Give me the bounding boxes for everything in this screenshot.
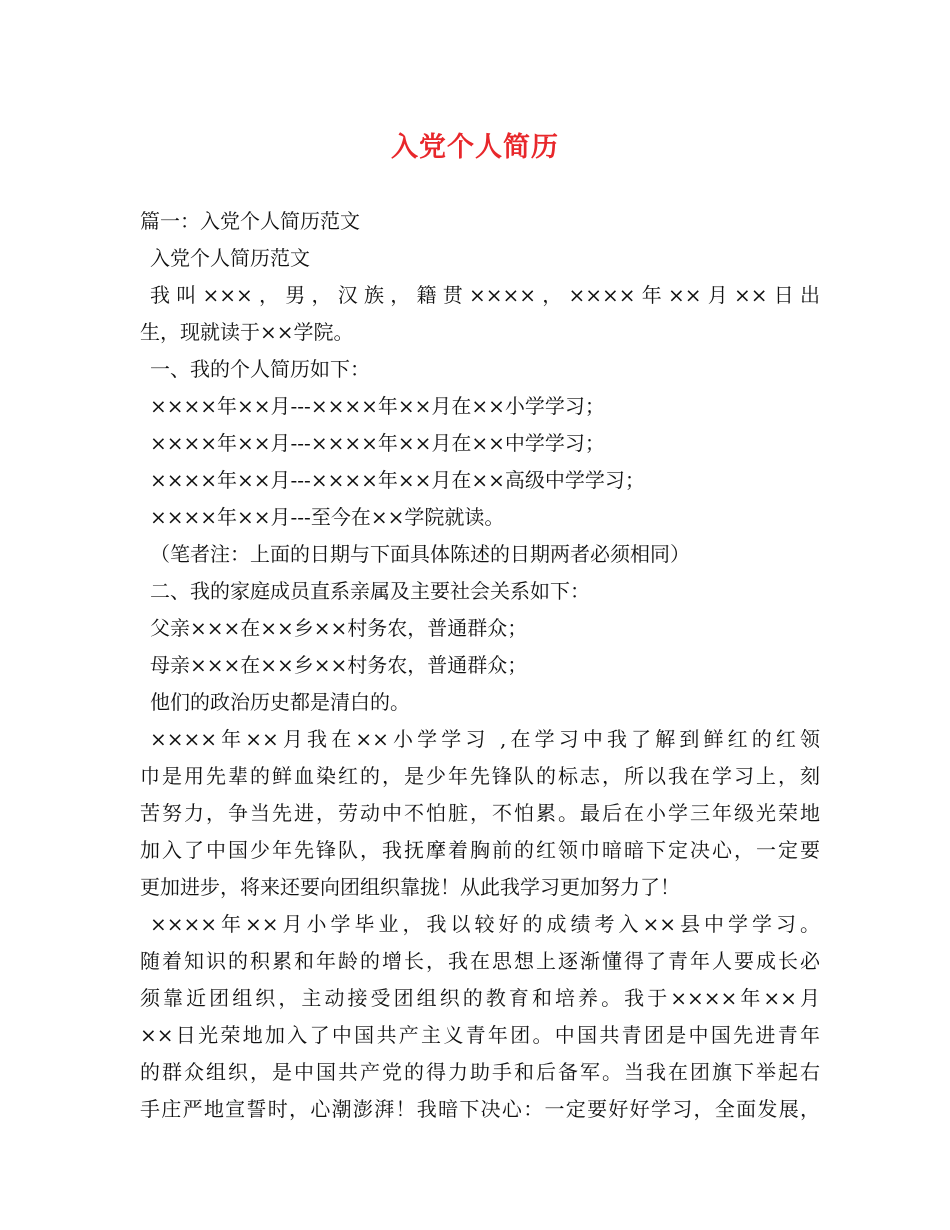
text-line: 的群众组织，是中国共产党的得力助手和后备军。当我在团旗下举起右 xyxy=(140,1060,820,1084)
subheading: 入党个人简历范文 xyxy=(150,246,310,270)
text-line: 二、我的家庭成员直系亲属及主要社会关系如下： xyxy=(150,579,590,603)
text-line: ××××年××月我在××小学学习 ,在学习中我了解到鲜红的红领 xyxy=(150,727,820,751)
text-line: 手庄严地宣誓时，心潮澎湃！我暗下决心：一定要好好学习，全面发展， xyxy=(140,1097,820,1121)
text-line: 生，现就读于××学院。 xyxy=(140,320,354,344)
text-line: 我叫×××，男，汉族，籍贯××××，××××年××月××日出 xyxy=(150,283,820,307)
text-line: ××××年××月---××××年××月在××小学学习； xyxy=(150,394,605,418)
text-line: 他们的政治历史都是清白的。 xyxy=(150,690,410,714)
document-body xyxy=(140,203,820,1128)
document-title: 入党个人简历 xyxy=(391,132,559,163)
text-line: 一、我的个人简历如下： xyxy=(150,357,370,381)
text-line: 更加进步，将来还要向团组织靠拢！从此我学习更加努力了！ xyxy=(140,875,680,899)
text-line: ××××年××月---××××年××月在××中学学习； xyxy=(150,431,605,455)
text-line: 苦努力，争当先进，劳动中不怕脏，不怕累。最后在小学三年级光荣地 xyxy=(140,801,820,825)
text-line: 母亲×××在××乡××村务农，普通群众； xyxy=(150,653,528,677)
text-line: ××××年××月---至今在××学院就读。 xyxy=(150,505,505,529)
section-heading: 篇一：入党个人简历范文 xyxy=(140,209,360,233)
text-line: ××××年××月---××××年××月在××高级中学学习； xyxy=(150,468,645,492)
text-line: 父亲×××在××乡××村务农，普通群众； xyxy=(150,616,528,640)
text-line: ××××年××月小学毕业，我以较好的成绩考入××县中学学习。 xyxy=(150,912,820,936)
text-line: 巾是用先辈的鲜血染红的，是少年先锋队的标志，所以我在学习上，刻 xyxy=(140,764,820,788)
text-line: 随着知识的积累和年龄的增长，我在思想上逐渐懂得了青年人要成长必 xyxy=(140,949,820,973)
text-line: 须靠近团组织，主动接受团组织的教育和培养。我于××××年××月 xyxy=(140,986,820,1010)
text-line: （笔者注：上面的日期与下面具体陈述的日期两者必须相同） xyxy=(150,542,690,566)
text-line: 加入了中国少年先锋队，我抚摩着胸前的红领巾暗暗下定决心，一定要 xyxy=(140,838,820,862)
text-line: ××日光荣地加入了中国共产主义青年团。中国共青团是中国先进青年 xyxy=(140,1023,820,1047)
